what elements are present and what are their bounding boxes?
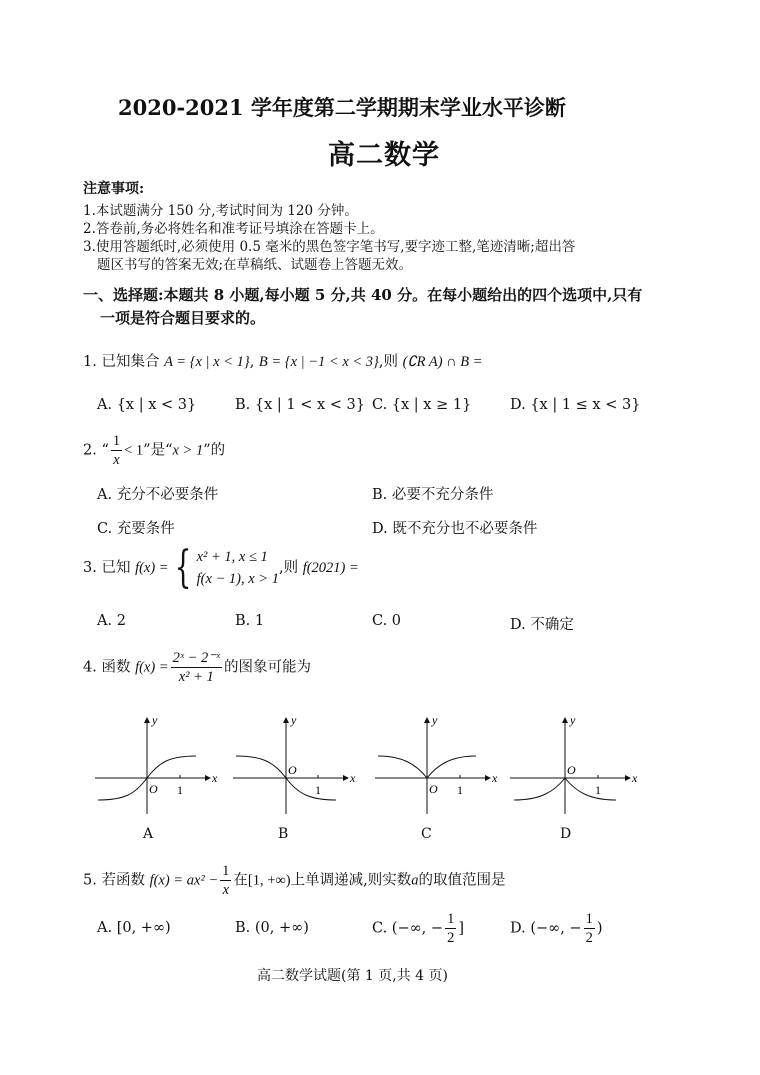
q3-option-a: A. 2 (97, 613, 126, 629)
graph-b-y-label: y (291, 713, 297, 727)
section-heading-cont: 一项是符合题目要求的。 (100, 309, 266, 327)
q4-graph-c (375, 713, 498, 814)
q4-graph-d (510, 713, 638, 814)
question-1: 1. 已知集合 A = {x | x < 1}, B = {x | −1 < x < 3},则 (∁R A) ∩ B = (83, 354, 483, 370)
q2-fraction: $\frac{1}{x}$ (112, 433, 121, 468)
q5-option-b: B. (0, +∞) (235, 920, 309, 936)
q2-option-d: D. 既不充分也不必要条件 (372, 521, 538, 537)
q5-option-c: C. (−∞, − $\frac{1}{2}$ ] (372, 911, 464, 946)
q5-fraction: $\frac{1}{x}$ (222, 863, 230, 898)
q4-label-d: D (560, 826, 572, 842)
q4-label-b: B (278, 826, 289, 842)
q5-option-a: A. [0, +∞) (97, 920, 171, 936)
notice-item-1: 1.本试题满分 150 分,考试时间为 120 分钟。 (83, 203, 358, 219)
q4-label-a: A (143, 826, 154, 842)
graph-b-x-label: x (350, 771, 356, 785)
q2-middle: ”是“ (143, 442, 173, 459)
graph-d-x-label: x (632, 771, 638, 785)
section-heading: 一、选择题:本题共 8 小题,每小题 5 分,共 40 分。在每小题给出的四个选项中,只有 (83, 286, 643, 304)
q1-prefix: 1. 已知集合 (83, 354, 160, 370)
q5-mid: 在 (233, 872, 248, 889)
question-4 (83, 649, 311, 686)
q1-option-c: C. {x | x ≥ 1} (372, 397, 472, 413)
q4-fraction: $\frac{\text{2ˣ − 2⁻ˣ}}{\text{x² + 1}}$ (172, 650, 220, 685)
q3-cases: x² + 1, x ≤ 1 f(x − 1), x > 1 (196, 549, 279, 587)
q3-option-c: C. 0 (372, 613, 402, 629)
q1-option-d: D. {x | 1 ≤ x < 3} (510, 397, 641, 413)
graph-c-tick: 1 (457, 783, 463, 797)
q4-suffix: 的图象可能为 (223, 659, 311, 676)
graph-a-x-label: x (212, 771, 218, 785)
q2-prefix: 2. “ (83, 442, 109, 459)
q2-option-c: C. 充要条件 (97, 521, 175, 537)
q1-option-a: A. {x | x < 3} (97, 397, 197, 413)
graph-d-y-label: y (570, 713, 576, 727)
exam-title: 2020-2021 学年度第二学期期末学业水平诊断 (118, 95, 566, 120)
q4-prefix: 4. 函数 (83, 659, 131, 676)
q5-prefix: 5. 若函数 (83, 872, 145, 889)
q1-expression: (∁R A) ∩ B = (402, 354, 483, 370)
graph-d-tick: 1 (595, 783, 601, 797)
graph-a-tick: 1 (177, 783, 183, 797)
q1-set-b: B = {x | −1 < x < 3} (258, 354, 379, 370)
q2-suffix: ”的 (203, 442, 226, 459)
q2-condition-2: x > 1 (172, 442, 204, 459)
q5-var: a (411, 872, 419, 889)
q4-graph-a (95, 713, 218, 814)
q3-function: f(x) = (135, 560, 169, 576)
notice-heading: 注意事项: (83, 181, 145, 197)
q1-set-a: A = {x | x < 1} (164, 354, 250, 370)
q5-option-d: D. (−∞, − $\frac{1}{2}$ ) (510, 911, 603, 946)
q5-option-c-fraction: $\frac{1}{2}$ (447, 911, 455, 946)
graph-b-origin: O (288, 763, 297, 777)
graph-c-origin: O (429, 782, 438, 796)
q5-option-d-fraction: $\frac{1}{2}$ (585, 911, 593, 946)
q4-graph-b (233, 713, 356, 814)
graph-b-tick: 1 (315, 783, 321, 797)
q4-function: f(x) = (135, 659, 169, 676)
notice-item-3-cont: 题区书写的答案无效;在草稿纸、试题卷上答题无效。 (97, 257, 413, 273)
q1-option-b: B. {x | 1 < x < 3} (235, 397, 365, 413)
q4-graphs (90, 712, 670, 822)
graph-c-y-label: y (432, 713, 438, 727)
q3-option-b: B. 1 (235, 613, 265, 629)
page-footer: 高二数学试题(第 1 页,共 4 页) (257, 968, 448, 984)
q5-interval: [1, +∞) (247, 872, 291, 889)
q3-ask: ,则 (278, 560, 299, 576)
q5-suffix: 上单调递减,则实数 (290, 872, 412, 889)
q2-condition-1: < 1 (124, 442, 144, 459)
graph-c-x-label: x (492, 771, 498, 785)
q3-prefix: 3. 已知 (83, 560, 131, 576)
q2-option-a: A. 充分不必要条件 (97, 487, 219, 503)
q2-option-b: B. 必要不充分条件 (372, 487, 494, 503)
q3-brace: { (174, 542, 191, 593)
q3-option-d: D. 不确定 (510, 617, 574, 633)
question-3 (83, 542, 359, 593)
graph-a-y-label: y (152, 713, 158, 727)
notice-item-2: 2.答卷前,务必将姓名和准考证号填涂在答题卡上。 (83, 221, 384, 237)
question-5 (83, 862, 505, 899)
notice-item-3: 3.使用答题纸时,必须使用 0.5 毫米的黑色签字笔书写,要字迹工整,笔迹清晰;超出答 (83, 239, 576, 255)
q5-tail: 的取值范围是 (418, 872, 506, 889)
graph-a-origin: O (149, 782, 158, 796)
exam-subject: 高二数学 (328, 140, 440, 171)
q5-function: f(x) = ax² − (149, 872, 219, 889)
question-2 (83, 432, 225, 469)
graph-d-origin: O (567, 763, 576, 777)
q4-label-c: C (421, 826, 432, 842)
q3-target: f(2021) = (302, 560, 359, 576)
q1-ask: ,则 (378, 354, 398, 370)
